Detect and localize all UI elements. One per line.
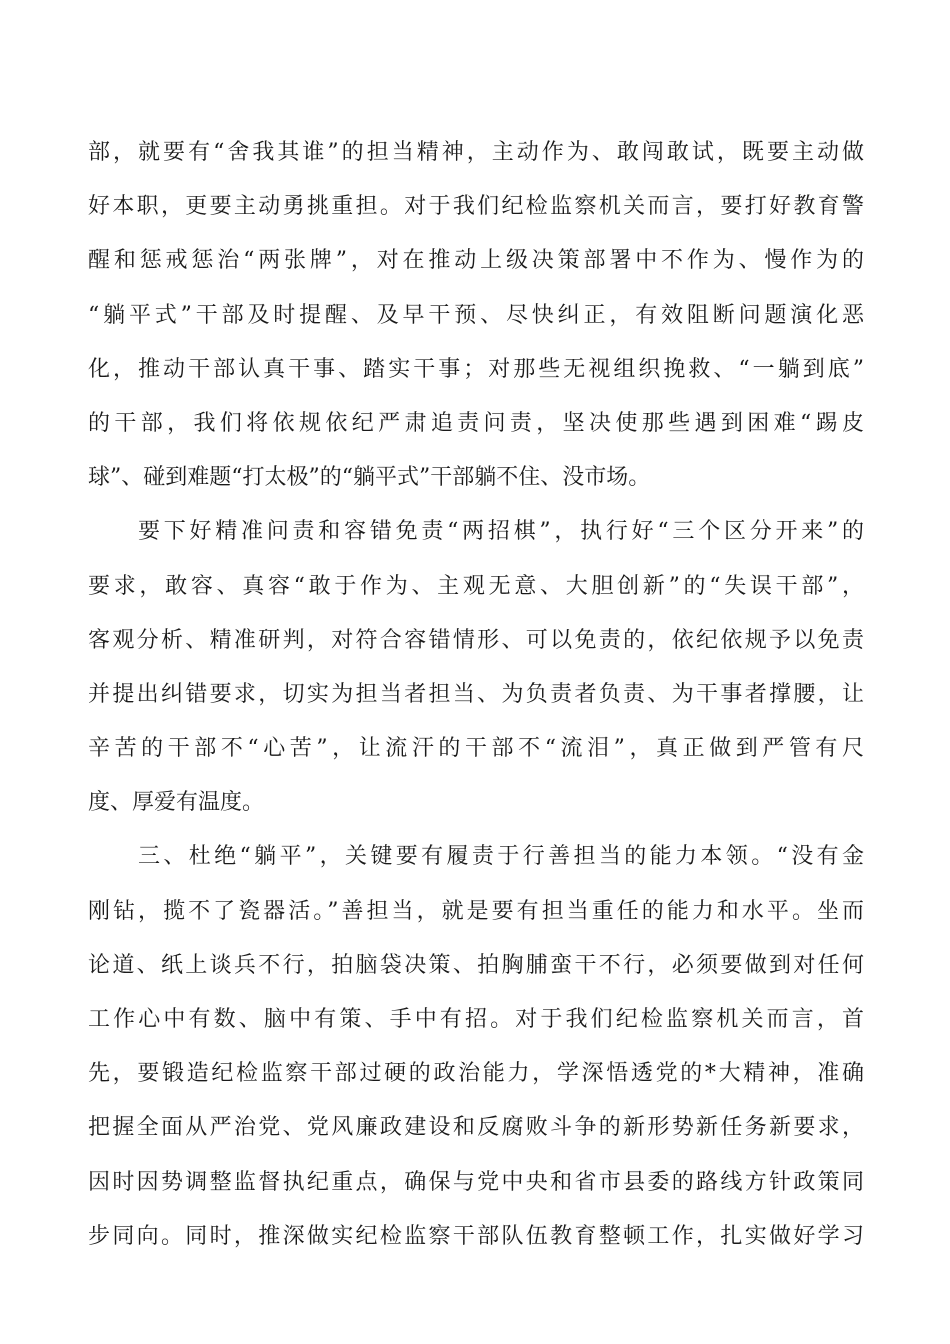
text-line: 因时因势调整监督执纪重点，确保与党中央和省市县委的路线方针政策同 <box>88 1169 864 1195</box>
text-line: 工作心中有数、脑中有策、手中有招。对于我们纪检监察机关而言，首 <box>88 1007 864 1032</box>
text-line: 化，推动干部认真干事、踏实干事；对那些无视组织挽救、“一躺到底” <box>88 356 864 382</box>
text-line: “躺平式”干部及时提醒、及早干预、尽快纠正，有效阻断问题演化恶 <box>88 302 864 328</box>
paragraph-2 <box>88 509 864 834</box>
body-text <box>88 130 864 1268</box>
text-line: 要下好精准问责和容错免责“两招棋”，执行好“三个区分开来”的 <box>138 519 864 545</box>
text-line: 把握全面从严治党、党风廉政建设和反腐败斗争的新形势新任务新要求， <box>88 1115 864 1141</box>
text-line: 并提出纠错要求，切实为担当者担当、为负责者负责、为干事者撑腰，让 <box>88 681 864 707</box>
text-line: 醒和惩戒惩治“两张牌”，对在推动上级决策部署中不作为、慢作为的 <box>88 248 864 274</box>
text-line: 三、杜绝“躺平”，关键要有履责于行善担当的能力本领。“没有金 <box>138 844 864 870</box>
text-line: 度、厚爱有温度。 <box>88 790 265 816</box>
text-line: 步同向。同时，推深做实纪检监察干部队伍教育整顿工作，扎实做好学习 <box>88 1223 864 1249</box>
text-line: 要求，敢容、真容“敢于作为、主观无意、大胆创新”的“失误干部”， <box>88 573 864 599</box>
text-line: 论道、纸上谈兵不行，拍脑袋决策、拍胸脯蛮干不行，必须要做到对任何 <box>88 952 864 978</box>
text-line: 球”、碰到难题“打太极”的“躺平式”干部躺不住、没市场。 <box>88 465 651 491</box>
text-line: 刚钻，揽不了瓷器活。”善担当，就是要有担当重任的能力和水平。坐而 <box>88 898 864 924</box>
text-line: 部，就要有“舍我其谁”的担当精神，主动作为、敢闯敢试，既要主动做 <box>88 140 864 165</box>
text-line: 辛苦的干部不“心苦”，让流汗的干部不“流泪”，真正做到严管有尺 <box>88 736 864 762</box>
paragraph-3 <box>88 834 864 1268</box>
paragraph-1 <box>88 130 864 509</box>
text-line: 的干部，我们将依规依纪严肃追责问责，坚决使那些遇到困难“踢皮 <box>88 410 864 436</box>
text-line: 好本职，更要主动勇挑重担。对于我们纪检监察机关而言，要打好教育警 <box>88 194 864 220</box>
text-line: 先，要锻造纪检监察干部过硬的政治能力，学深悟透党的*大精神，准确 <box>88 1061 864 1087</box>
text-line: 客观分析、精准研判，对符合容错情形、可以免责的，依纪依规予以免责 <box>88 627 864 653</box>
